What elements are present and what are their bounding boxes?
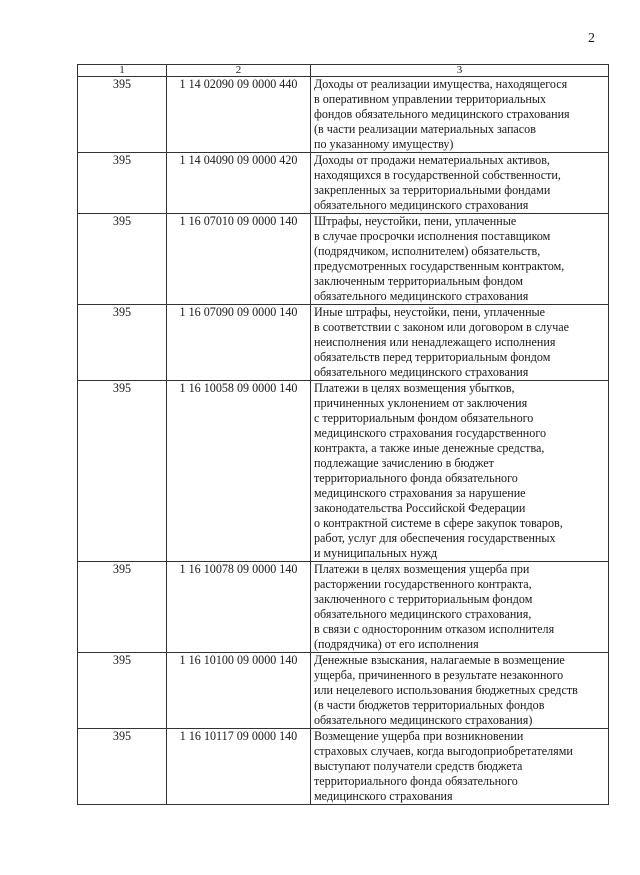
administrator-code: 395	[78, 562, 167, 653]
table-row	[78, 214, 609, 305]
column-header-1: 1	[78, 65, 167, 77]
budget-classification-code: 1 16 07090 09 0000 140	[167, 305, 311, 381]
administrator-code: 395	[78, 305, 167, 381]
revenue-name: Штрафы, неустойки, пени, уплаченные в случае просрочки исполнения поставщиком (подрядчиком, исполнителем) обязательств, предусмотренных государственным контрактом, заключенным территориальным фондом обязательного медицинского страхования	[311, 214, 609, 305]
revenue-name: Платежи в целях возмещения ущерба при расторжении государственного контракта, заключенного с территориальным фондом обязательного медицинского страхования, в связи с односторонним отказом исполнителя (подрядчика) от его исполнения	[311, 562, 609, 653]
administrator-code: 395	[78, 77, 167, 153]
revenue-name: Возмещение ущерба при возникновении страховых случаев, когда выгодоприобретателями выступают получатели средств бюджета территориального фонда обязательного медицинского страхования	[311, 729, 609, 805]
budget-classification-code: 1 14 04090 09 0000 420	[167, 153, 311, 214]
table-row	[78, 305, 609, 381]
revenue-name: Платежи в целях возмещения убытков, причиненных уклонением от заключения с территориальным фондом обязательного медицинского страхования государственного контракта, а также иные денежные средства, подлежащие зачислению в бюджет территориального фонда обязательного медицинского страхования за нарушение законодательства Российской Федерации о контрактной системе в сфере закупок товаров, работ, услуг для обеспечения государственных и муниципальных нужд	[311, 381, 609, 562]
budget-codes-table	[77, 64, 609, 805]
budget-classification-code: 1 16 10078 09 0000 140	[167, 562, 311, 653]
administrator-code: 395	[78, 729, 167, 805]
column-header-3: 3	[311, 65, 609, 77]
revenue-name: Иные штрафы, неустойки, пени, уплаченные в соответствии с законом или договором в случае неисполнения или ненадлежащего исполнения обязательств перед территориальным фондом обязательного медицинского страхования	[311, 305, 609, 381]
table-row	[78, 653, 609, 729]
page-number: 2	[588, 31, 595, 46]
administrator-code: 395	[78, 153, 167, 214]
budget-classification-code: 1 14 02090 09 0000 440	[167, 77, 311, 153]
revenue-name: Доходы от реализации имущества, находящегося в оперативном управлении территориальных фондов обязательного медицинского страхования (в части реализации материальных запасов по указанному имуществу)	[311, 77, 609, 153]
table-row	[78, 562, 609, 653]
table-row	[78, 77, 609, 153]
budget-classification-code: 1 16 10058 09 0000 140	[167, 381, 311, 562]
table-header-row	[78, 65, 609, 77]
table-row	[78, 153, 609, 214]
administrator-code: 395	[78, 653, 167, 729]
table-row	[78, 729, 609, 805]
table-row	[78, 381, 609, 562]
revenue-name: Денежные взыскания, налагаемые в возмещение ущерба, причиненного в результате незаконного или нецелевого использования бюджетных средств (в части бюджетов территориальных фондов обязательного медицинского страхования)	[311, 653, 609, 729]
revenue-name: Доходы от продажи нематериальных активов, находящихся в государственной собственности, закрепленных за территориальными фондами обязательного медицинского страхования	[311, 153, 609, 214]
budget-classification-code: 1 16 07010 09 0000 140	[167, 214, 311, 305]
administrator-code: 395	[78, 214, 167, 305]
administrator-code: 395	[78, 381, 167, 562]
budget-classification-code: 1 16 10117 09 0000 140	[167, 729, 311, 805]
column-header-2: 2	[167, 65, 311, 77]
budget-classification-code: 1 16 10100 09 0000 140	[167, 653, 311, 729]
